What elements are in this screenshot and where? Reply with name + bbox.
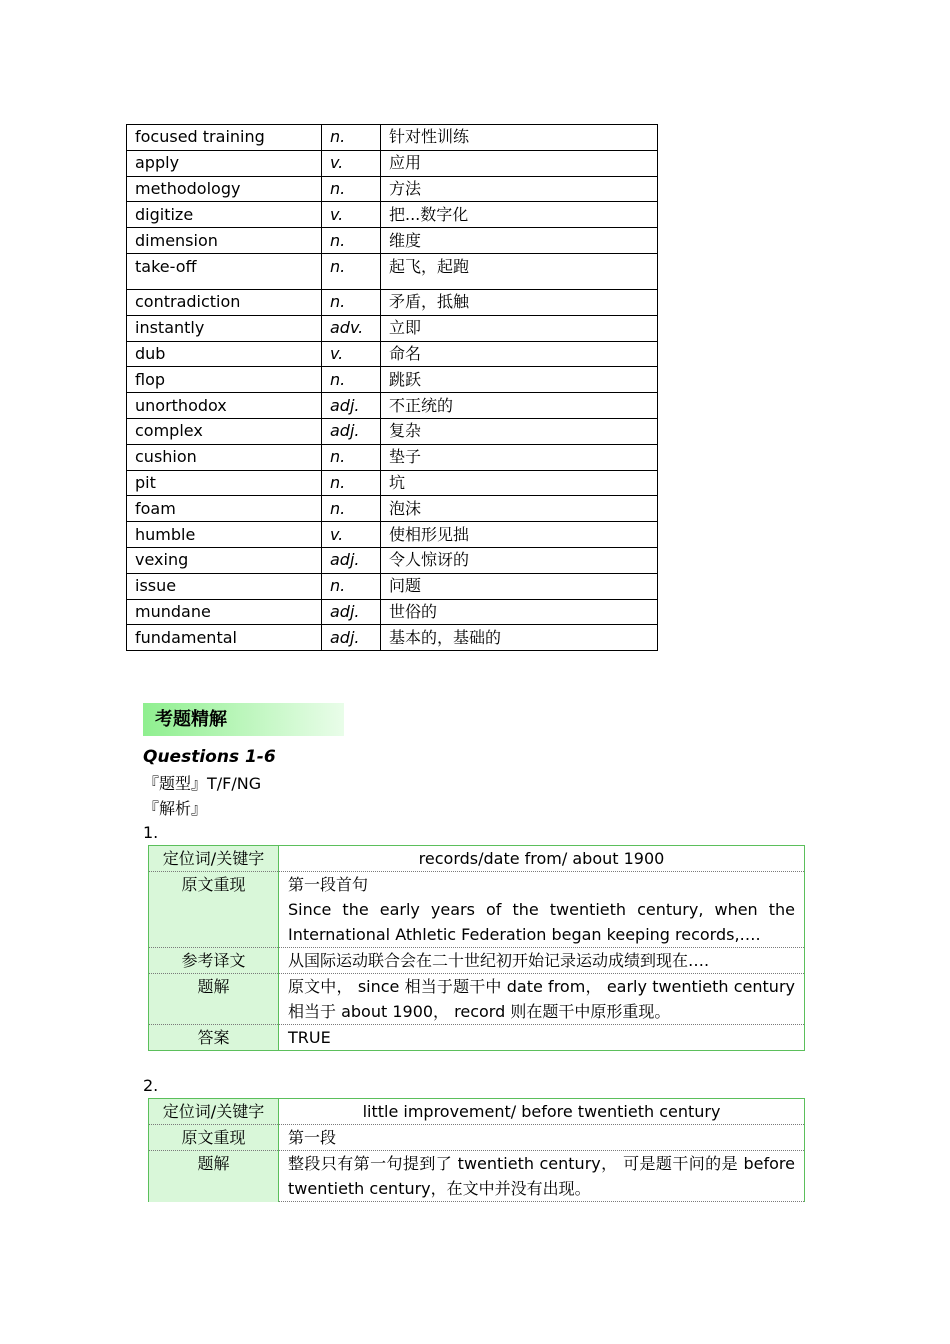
vocab-meaning: 针对性训练 bbox=[381, 125, 658, 151]
vocab-word: humble bbox=[127, 522, 322, 548]
vocab-pos: adj. bbox=[322, 625, 381, 651]
table-row bbox=[127, 496, 658, 522]
vocab-pos: n. bbox=[322, 444, 381, 470]
vocab-word: issue bbox=[127, 573, 322, 599]
vocab-meaning: 不正统的 bbox=[381, 393, 658, 419]
vocab-pos: v. bbox=[322, 150, 381, 176]
vocab-word: unorthodox bbox=[127, 393, 322, 419]
table-row bbox=[127, 228, 658, 254]
vocab-meaning: 泡沫 bbox=[381, 496, 658, 522]
row-label: 参考译文 bbox=[149, 948, 279, 974]
vocab-meaning: 维度 bbox=[381, 228, 658, 254]
vocab-word: dub bbox=[127, 341, 322, 367]
vocab-meaning: 坑 bbox=[381, 470, 658, 496]
vocab-pos: n. bbox=[322, 367, 381, 393]
section-heading: 考题精解 bbox=[143, 703, 344, 736]
vocab-meaning: 方法 bbox=[381, 176, 658, 202]
table-row bbox=[127, 573, 658, 599]
vocab-pos: adv. bbox=[322, 315, 381, 341]
vocab-word: cushion bbox=[127, 444, 322, 470]
vocab-pos: n. bbox=[322, 573, 381, 599]
vocab-word: fundamental bbox=[127, 625, 322, 651]
vocab-word: dimension bbox=[127, 228, 322, 254]
vocab-word: take-off bbox=[127, 253, 322, 289]
vocab-pos: n. bbox=[322, 176, 381, 202]
row-label: 答案 bbox=[149, 1025, 279, 1051]
vocab-word: focused training bbox=[127, 125, 322, 151]
original-text-location: 第一段首句 bbox=[288, 875, 369, 894]
table-row bbox=[127, 470, 658, 496]
row-label: 题解 bbox=[149, 1151, 279, 1202]
table-row bbox=[149, 872, 805, 948]
vocab-word: pit bbox=[127, 470, 322, 496]
vocab-pos: adj. bbox=[322, 418, 381, 444]
vocab-word: methodology bbox=[127, 176, 322, 202]
vocab-pos: adj. bbox=[322, 547, 381, 573]
vocab-pos: v. bbox=[322, 522, 381, 548]
analysis-label: 『解析』 bbox=[143, 799, 208, 818]
vocab-meaning: 基本的，基础的 bbox=[381, 625, 658, 651]
table-row bbox=[127, 176, 658, 202]
original-text-value bbox=[279, 872, 805, 948]
table-row bbox=[127, 202, 658, 228]
table-row bbox=[127, 418, 658, 444]
question-number: 2. bbox=[143, 1076, 159, 1095]
vocab-word: digitize bbox=[127, 202, 322, 228]
table-row bbox=[127, 367, 658, 393]
row-label: 原文重现 bbox=[149, 872, 279, 948]
explanation-value: 原文中， since 相当于题干中 date from， early twentieth century 相当于 about 1900， record 则在题干中原形重现。 bbox=[279, 974, 805, 1025]
row-label: 原文重现 bbox=[149, 1125, 279, 1151]
vocab-meaning: 起飞，起跑 bbox=[381, 253, 658, 289]
table-row bbox=[127, 341, 658, 367]
vocab-pos: adj. bbox=[322, 393, 381, 419]
question-type: 『题型』T/F/NG bbox=[143, 774, 262, 793]
vocab-pos: n. bbox=[322, 470, 381, 496]
row-label: 定位词/关键字 bbox=[149, 1099, 279, 1125]
answer-value: TRUE bbox=[288, 1028, 331, 1047]
vocab-pos: v. bbox=[322, 202, 381, 228]
question-number: 1. bbox=[143, 823, 159, 842]
table-row bbox=[127, 625, 658, 651]
vocab-meaning: 使相形见拙 bbox=[381, 522, 658, 548]
questions-title: Questions 1-6 bbox=[143, 747, 276, 767]
vocab-meaning: 立即 bbox=[381, 315, 658, 341]
table-row bbox=[127, 315, 658, 341]
table-row bbox=[149, 1099, 805, 1125]
vocab-pos: adj. bbox=[322, 599, 381, 625]
vocab-meaning: 把...数字化 bbox=[381, 202, 658, 228]
row-label: 定位词/关键字 bbox=[149, 846, 279, 872]
vocab-word: mundane bbox=[127, 599, 322, 625]
table-row bbox=[127, 599, 658, 625]
table-row bbox=[149, 1151, 805, 1202]
vocab-meaning: 令人惊讶的 bbox=[381, 547, 658, 573]
vocab-meaning: 命名 bbox=[381, 341, 658, 367]
vocab-word: complex bbox=[127, 418, 322, 444]
table-row bbox=[127, 125, 658, 151]
vocab-pos: n. bbox=[322, 253, 381, 289]
analysis-table-1 bbox=[148, 845, 805, 1051]
vocab-meaning: 跳跃 bbox=[381, 367, 658, 393]
table-row bbox=[127, 150, 658, 176]
vocabulary-table bbox=[126, 124, 658, 651]
table-row bbox=[149, 846, 805, 872]
explanation-value: 整段只有第一句提到了 twentieth century， 可是题干问的是 before twentieth century，在文中并没有出现。 bbox=[279, 1151, 805, 1202]
vocab-meaning: 问题 bbox=[381, 573, 658, 599]
original-text-value: 第一段 bbox=[279, 1125, 805, 1151]
keyword-value: records/date from/ about 1900 bbox=[279, 846, 805, 872]
original-text-quote: Since the early years of the twentieth century, when the International Athletic Federation began keeping records,…. bbox=[288, 900, 795, 944]
vocab-meaning: 世俗的 bbox=[381, 599, 658, 625]
row-label: 题解 bbox=[149, 974, 279, 1025]
vocab-meaning: 应用 bbox=[381, 150, 658, 176]
vocab-word: vexing bbox=[127, 547, 322, 573]
keyword-value: little improvement/ before twentieth century bbox=[279, 1099, 805, 1125]
vocab-pos: n. bbox=[322, 228, 381, 254]
table-row bbox=[149, 974, 805, 1025]
vocab-word: flop bbox=[127, 367, 322, 393]
vocab-word: foam bbox=[127, 496, 322, 522]
vocab-word: apply bbox=[127, 150, 322, 176]
table-row bbox=[127, 522, 658, 548]
table-row bbox=[149, 948, 805, 974]
vocab-word: instantly bbox=[127, 315, 322, 341]
vocab-pos: n. bbox=[322, 496, 381, 522]
vocab-pos: v. bbox=[322, 341, 381, 367]
table-row bbox=[127, 444, 658, 470]
vocab-meaning: 复杂 bbox=[381, 418, 658, 444]
vocab-meaning: 矛盾，抵触 bbox=[381, 289, 658, 315]
translation-value: 从国际运动联合会在二十世纪初开始记录运动成绩到现在…. bbox=[279, 948, 805, 974]
table-row bbox=[127, 289, 658, 315]
table-row bbox=[149, 1025, 805, 1051]
vocab-pos: n. bbox=[322, 289, 381, 315]
table-row bbox=[127, 393, 658, 419]
table-row bbox=[127, 253, 658, 289]
vocab-meaning: 垫子 bbox=[381, 444, 658, 470]
vocab-pos: n. bbox=[322, 125, 381, 151]
analysis-table-2 bbox=[148, 1098, 805, 1202]
table-row bbox=[149, 1125, 805, 1151]
vocab-word: contradiction bbox=[127, 289, 322, 315]
table-row bbox=[127, 547, 658, 573]
